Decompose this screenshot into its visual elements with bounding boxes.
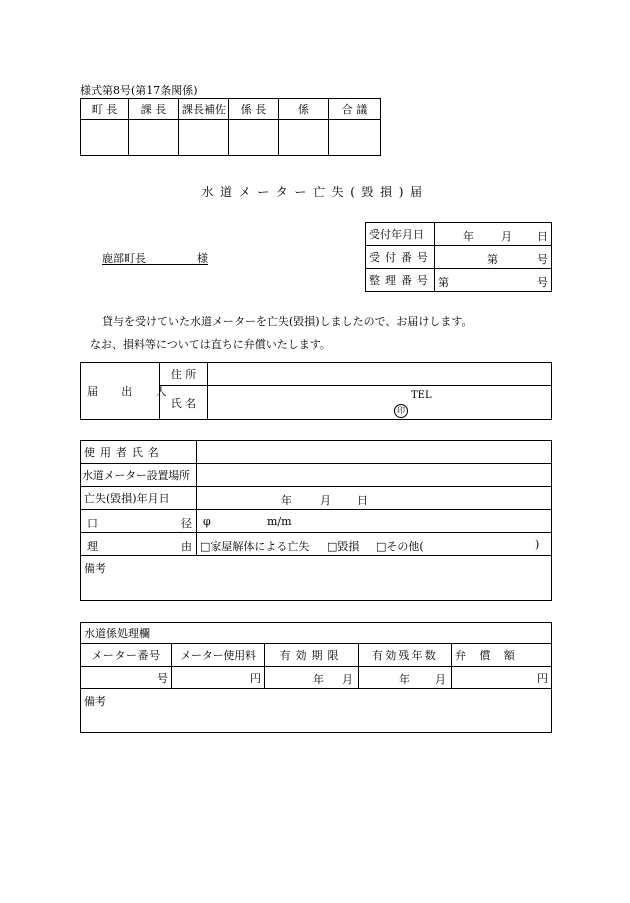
processing-table [80,622,552,733]
seal-icon: 印 [394,404,408,418]
diameter-symbol: φ [203,515,211,528]
address-field[interactable] [208,363,552,386]
loss-date-label: 亡失(毀損)年月日 [81,487,197,510]
addressee [102,250,208,265]
reason-option-demolition[interactable]: □家屋解体による亡失 [200,540,310,553]
details-remarks-field[interactable] [81,556,552,601]
validity-year-unit: 年 [313,673,324,686]
approval-header-unit-chief: 係 長 [229,99,279,120]
reception-number-suffix: 号 [537,253,548,266]
remaining-year-unit: 年 [399,673,410,686]
reception-day-unit: 日 [537,230,548,243]
approval-stamp-cell[interactable] [329,120,381,156]
user-name-label: 使用者氏名 [81,441,197,464]
form-label: 様式第8号(第17条関係) [80,84,198,97]
meter-number-field[interactable] [81,667,172,689]
filing-number-prefix: 第 [438,276,449,289]
col-remaining-years: 有効残年数 [359,644,452,667]
reason-option-other[interactable]: □その他( [376,540,424,553]
reception-number-prefix: 第 [487,253,498,266]
reception-number-label: 受付番号 [366,246,435,269]
details-table [80,440,552,601]
approval-header-staff: 係 [279,99,329,120]
validity-field[interactable] [265,667,359,689]
approval-stamp-cell[interactable] [179,120,229,156]
approval-stamp-cell[interactable] [279,120,329,156]
tel-label: TEL [411,390,432,401]
filing-number-suffix: 号 [537,276,548,289]
filing-number-field[interactable] [435,269,552,292]
address-label: 住 所 [160,363,208,386]
processing-remarks-label: 備考 [84,695,106,708]
loss-date-year-unit: 年 [281,494,292,507]
reception-table [365,222,552,292]
remaining-month-unit: 月 [435,673,446,686]
body-text-line-1: 貸与を受けていた水道メーターを亡失(毀損)しましたので、お届けします。 [102,315,473,328]
diameter-label [81,510,197,533]
diameter-unit: m/m [267,515,292,528]
approval-stamp-cell[interactable] [229,120,279,156]
applicant-label: 届 出 人 [81,363,160,420]
diameter-field[interactable] [197,510,552,533]
approval-stamp-cell[interactable] [81,120,129,156]
name-field[interactable] [208,386,552,420]
reason-label [81,533,197,556]
reason-field [197,533,552,556]
meter-location-field[interactable] [197,464,552,487]
usage-fee-unit: 円 [250,671,261,685]
col-validity: 有効期限 [265,644,359,667]
page-title: 水道メーター亡失(毀損)届 [201,185,429,199]
body-text-line-2: なお、損料等については直ちに弁償いたします。 [90,338,331,351]
applicant-table [80,362,552,420]
reason-label-a: 理 [87,540,98,553]
col-meter-number: メーター番号 [81,644,172,667]
approval-header-deputy-chief: 課長補佐 [179,99,229,120]
reason-label-b: 由 [181,540,192,553]
compensation-field[interactable] [452,667,552,689]
loss-date-day-unit: 日 [357,494,368,507]
loss-date-month-unit: 月 [320,494,331,507]
diameter-label-a: 口 [87,517,98,530]
reason-option-damage[interactable]: □毀損 [327,540,360,553]
compensation-unit: 円 [537,671,549,685]
name-label: 氏 名 [160,386,208,420]
reception-date-field[interactable] [435,223,552,246]
reception-number-field[interactable] [435,246,552,269]
remaining-field[interactable] [359,667,452,689]
approval-table [80,98,381,156]
col-compensation: 弁 償 額 [452,644,552,667]
filing-number-label: 整理番号 [366,269,435,292]
processing-section-label: 水道係処理欄 [81,623,552,644]
col-usage-fee: メーター使用料 [172,644,265,667]
approval-header-section-chief: 課 長 [129,99,179,120]
approval-stamp-cell[interactable] [129,120,179,156]
meter-number-unit: 号 [157,671,168,685]
diameter-label-b: 径 [181,517,192,530]
reception-year-unit: 年 [463,230,474,243]
addressee-suffix: 様 [197,252,208,265]
processing-remarks-field[interactable] [81,689,552,733]
approval-header-consultation: 合 議 [329,99,381,120]
details-remarks-label: 備考 [84,562,106,575]
reason-other-close: ) [535,538,540,551]
user-name-field[interactable] [197,441,552,464]
validity-month-unit: 月 [342,673,353,686]
usage-fee-field[interactable] [172,667,265,689]
addressee-name: 鹿部町長 [102,252,146,265]
reception-date-label: 受付年月日 [366,223,435,246]
approval-header-town-mayor: 町 長 [81,99,129,120]
reception-month-unit: 月 [501,230,512,243]
meter-location-label: 水道メーター設置場所 [81,464,197,487]
loss-date-field[interactable] [197,487,552,510]
